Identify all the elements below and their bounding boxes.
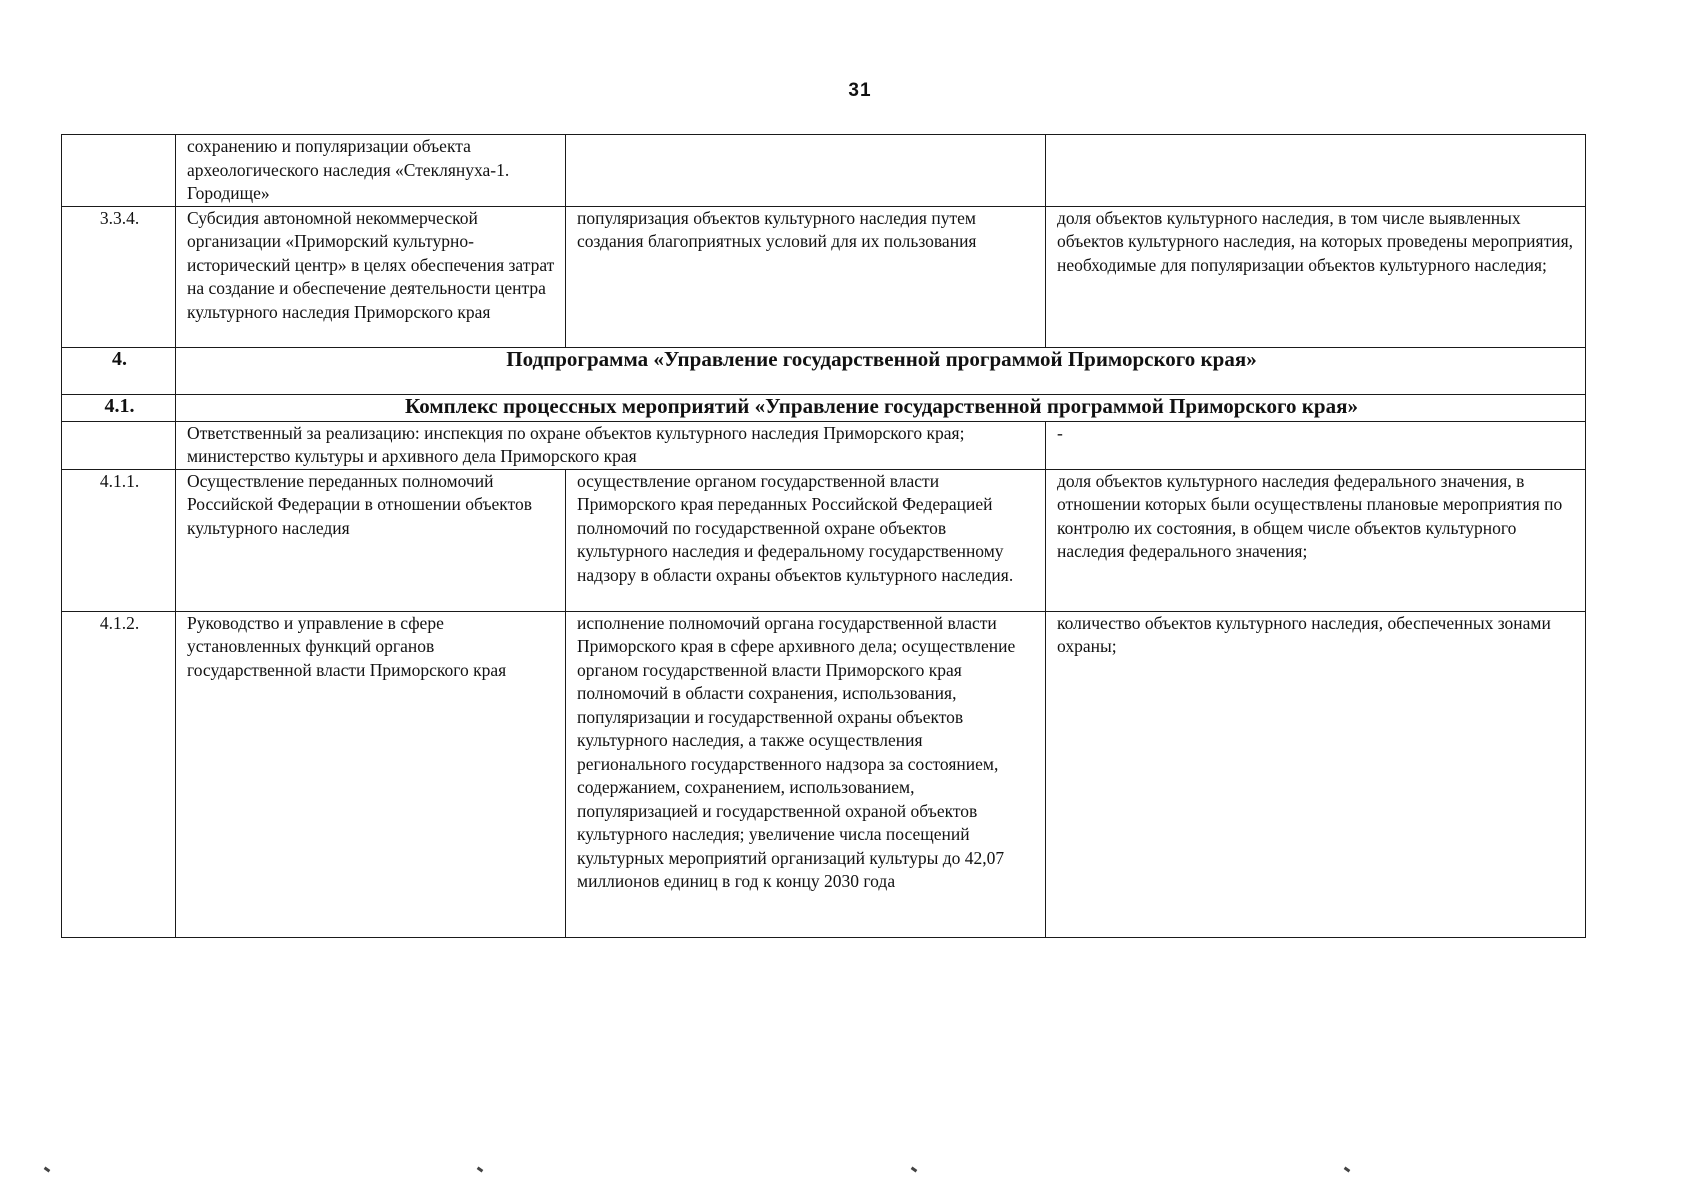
- section-number: 4.: [62, 347, 176, 394]
- scan-mark: [44, 1167, 51, 1173]
- complex-heading: Комплекс процессных мероприятий «Управление государственной программой Приморского края»: [176, 394, 1586, 421]
- subprogram-row: [62, 347, 1586, 394]
- complex-row: [62, 394, 1586, 421]
- result-cell: осуществление органом государственной власти Приморского края переданных Российской Федерацией полномочий по государственной охране объектов культурного наследия и федеральному государственному надзору в области охраны объектов культурного наследия.: [566, 469, 1046, 611]
- section-number: 4.1.: [62, 394, 176, 421]
- row-number: [62, 135, 176, 207]
- row-number: [62, 421, 176, 469]
- event-cell: Руководство и управление в сфере установленных функций органов государственной власти Приморского края: [176, 611, 566, 937]
- subprogram-heading: Подпрограмма «Управление государственной программой Приморского края»: [176, 347, 1586, 394]
- event-cell: сохранению и популяризации объекта археологического наследия «Стеклянуха-1. Городище»: [176, 135, 566, 207]
- row-number: 4.1.2.: [62, 611, 176, 937]
- table-row: [62, 611, 1586, 937]
- table-row: [62, 135, 1586, 207]
- page-number: 31: [848, 80, 872, 101]
- event-cell: Субсидия автономной некоммерческой организации «Приморский культурно-исторический центр» в целях обеспечения затрат на создание и обеспечение деятельности центра культурного наследия Приморского края: [176, 206, 566, 347]
- indicator-cell: -: [1046, 421, 1586, 469]
- responsible-cell: Ответственный за реализацию: инспекция по охране объектов культурного наследия Приморского края; министерство культуры и архивного дела Приморского края: [176, 421, 1046, 469]
- scan-mark: [477, 1167, 484, 1173]
- result-cell: исполнение полномочий органа государственной власти Приморского края в сфере архивного дела; осуществление органом государственной власти Приморского края полномочий в области сохранения, использования, популяризации и государственной охраны объектов культурного наследия, а также осуществления регионального государственного надзора за состоянием, содержанием, сохранением, использованием, популяризацией и государственной охраной объектов культурного наследия; увеличение числа посещений культурных мероприятий организаций культуры до 42,07 миллионов единиц в год к концу 2030 года: [566, 611, 1046, 937]
- indicator-cell: [1046, 135, 1586, 207]
- indicator-cell: доля объектов культурного наследия федерального значения, в отношении которых были осуществлены плановые мероприятия по контролю их состояния, в общем числе объектов культурного наследия федерального значения;: [1046, 469, 1586, 611]
- event-cell: Осуществление переданных полномочий Российской Федерации в отношении объектов культурного наследия: [176, 469, 566, 611]
- scan-mark: [1344, 1167, 1351, 1173]
- row-number: 4.1.1.: [62, 469, 176, 611]
- result-cell: популяризация объектов культурного наследия путем создания благоприятных условий для их пользования: [566, 206, 1046, 347]
- program-table: [61, 134, 1586, 938]
- result-cell: [566, 135, 1046, 207]
- row-number: 3.3.4.: [62, 206, 176, 347]
- table-row: [62, 206, 1586, 347]
- indicator-cell: доля объектов культурного наследия, в том числе выявленных объектов культурного наследия, на которых проведены мероприятия, необходимые для популяризации объектов культурного наследия;: [1046, 206, 1586, 347]
- responsible-row: [62, 421, 1586, 469]
- scan-mark: [911, 1167, 918, 1173]
- table-row: [62, 469, 1586, 611]
- indicator-cell: количество объектов культурного наследия, обеспеченных зонами охраны;: [1046, 611, 1586, 937]
